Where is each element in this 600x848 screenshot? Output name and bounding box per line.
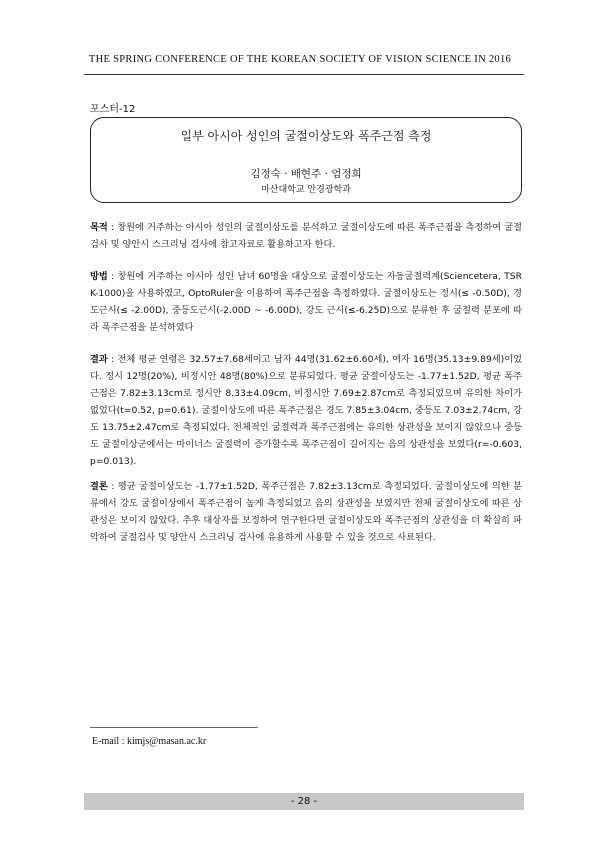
page-number-bar: [84, 793, 524, 810]
result-heading: 결과: [90, 354, 108, 365]
section-purpose: [90, 219, 522, 253]
paper-affiliation: 마산대학교 안경광학과: [261, 185, 351, 195]
purpose-heading: 목적: [90, 222, 108, 233]
section-result: [90, 351, 522, 470]
conference-header: THE SPRING CONFERENCE OF THE KOREAN SOCIETY OF VISION SCIENCE IN 2016: [88, 54, 512, 65]
title-box: [90, 117, 522, 203]
method-text: : 창원에 거주하는 아시아 성인 남녀 60명을 대상으로 굴절이상도는 자동굴절력계(Sciencetera, TSRK-1000)을 사용하였고, OptoRuler을 이용하여 폭주근점을 측정하였다. 굴절이상도는 정시(≤ -0.50D), 경도근시(≤ -2.00D), 중등도근시(-2.00D ~ -6.00D), 강도 근시(≤-6.25D)으로 분류한 후 굴절력 분포에 따라 폭주근점을 분석하였다: [90, 271, 522, 333]
paper-authors: 김정숙 · 배현주 · 엄정희: [250, 168, 362, 180]
purpose-text: : 창원에 거주하는 아시아 성인의 굴절이상도를 분석하고 굴절이상도에 따른 폭주근점을 측정하여 굴절검사 및 양안시 스크리닝 검사에 참고자료로 활용하고자 한다.: [90, 222, 522, 250]
method-heading: 방법: [90, 271, 108, 282]
section-conclusion: [90, 478, 522, 546]
page-number: - 28 -: [290, 796, 318, 807]
footnote-email: E-mail : kimjs@masan.ac.kr: [92, 736, 207, 747]
conclusion-heading: 결론: [90, 481, 108, 492]
header-divider: [84, 74, 524, 75]
footnote-divider: [90, 727, 258, 728]
section-method: [90, 268, 522, 336]
result-text: : 전체 평균 연령은 32.57±7.68세이고 남자 44명(31.62±6.60세), 여자 16명(35.13±9.89세)이었다. 정시 12명(20%), 비정시안 48명(80%)으로 분류되었다. 평균 굴절이상도는 -1.77±1.52D, 평균 폭주근점은 7.82±3.13cm로 정시안 8.33±4.09cm, 비정시안 7.69±2.87cm로 측정되었으며 유의한 차이가 없었다(t=0.52, p=0.61). 굴절이상도에 따른 폭주근점은 경도 7.85±3.04cm, 중등도 7.03±2.74cm, 강도 13.75±2.47cm로 측정되었다. 전체적인 굴절력과 폭주근점에는 유의한 상관성을 보이지 않았으나 중등도 굴절이상군에서는 마이너스 굴절력이 증가할수록 폭주근점이 길어지는 음의 상관성을 보였다(r=-0.603, p=0.013).: [90, 354, 522, 467]
paper-title: 일부 아시아 성인의 굴절이상도와 폭주근점 측정: [180, 129, 432, 143]
conclusion-text: : 평균 굴절이상도는 -1.77±1.52D, 폭주근점은 7.82±3.13cm로 측정되었다. 굴절이상도에 의한 분류에서 강도 굴절이상에서 폭주근점이 높게 측정되었고 음의 상관성을 보였지만 전체 굴절이상도에 따른 상관성은 보이지 않았다. 추후 대상자를 보정하여 연구한다면 굴절이상도와 폭주근점의 상관성을 더 확실히 파악하여 굴절검사 및 양안시 스크리닝 검사에 유용하게 사용할 수 있을 것으로 사료된다.: [90, 481, 522, 543]
poster-label: 포스터-12: [90, 104, 136, 115]
